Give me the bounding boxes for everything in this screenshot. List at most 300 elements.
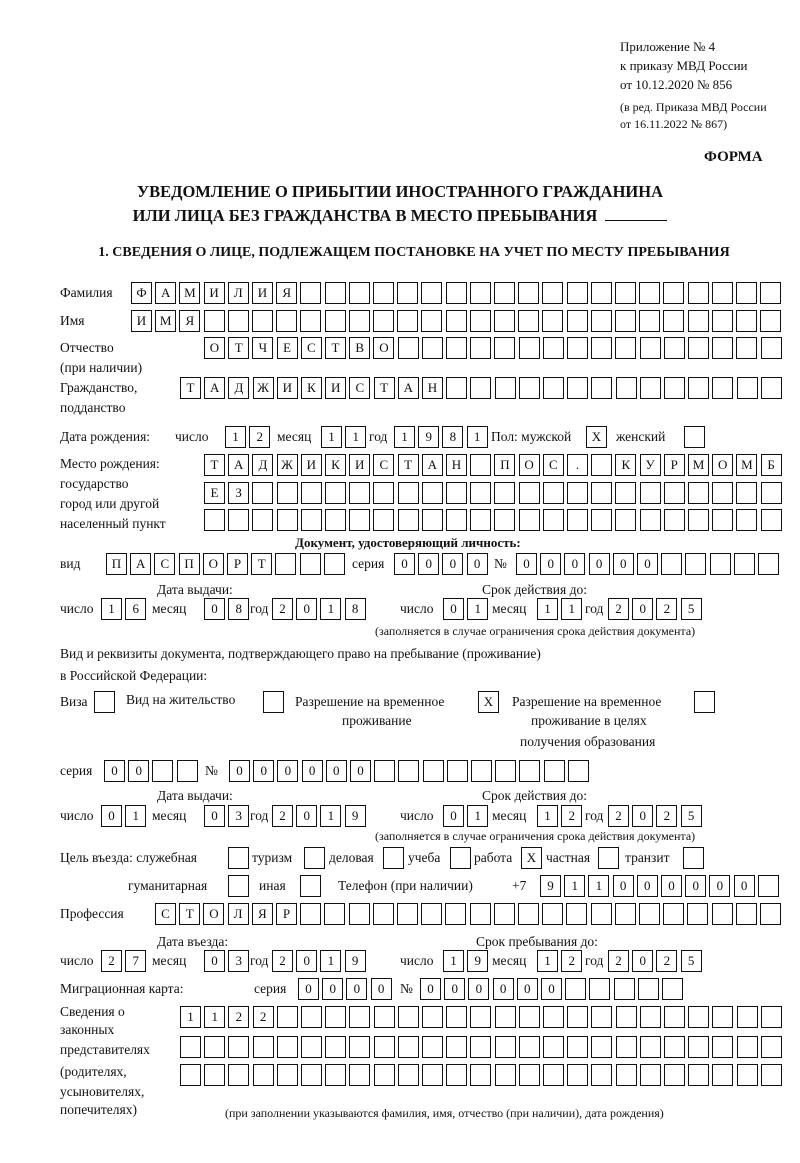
char-cell[interactable] <box>664 509 685 531</box>
char-cell[interactable] <box>494 482 515 504</box>
char-cell[interactable] <box>325 509 346 531</box>
char-cell[interactable] <box>519 509 540 531</box>
char-cell[interactable] <box>566 903 587 925</box>
char-cell[interactable] <box>542 903 563 925</box>
char-cell[interactable] <box>277 509 298 531</box>
char-cell[interactable] <box>543 1006 564 1028</box>
char-cell[interactable]: 1 <box>225 426 246 448</box>
char-cell[interactable] <box>277 1006 298 1028</box>
char-cell[interactable] <box>640 1064 661 1086</box>
char-cell[interactable] <box>446 337 467 359</box>
char-cell[interactable] <box>712 1036 733 1058</box>
char-cell[interactable]: 1 <box>125 805 146 827</box>
char-cell[interactable] <box>761 337 782 359</box>
char-cell[interactable] <box>712 310 733 332</box>
char-cell[interactable] <box>543 482 564 504</box>
char-cell[interactable] <box>325 1006 346 1028</box>
char-cell[interactable]: К <box>615 454 636 476</box>
char-cell[interactable] <box>664 482 685 504</box>
char-cell[interactable] <box>519 377 540 399</box>
char-cell[interactable] <box>567 482 588 504</box>
char-cell[interactable] <box>204 1064 225 1086</box>
char-cell[interactable]: 1 <box>320 598 341 620</box>
char-cell[interactable]: П <box>494 454 515 476</box>
char-cell[interactable]: С <box>154 553 175 575</box>
char-cell[interactable]: 1 <box>467 805 488 827</box>
char-cell[interactable] <box>737 377 758 399</box>
char-cell[interactable] <box>421 903 442 925</box>
char-cell[interactable]: 0 <box>613 875 634 897</box>
char-cell[interactable]: Н <box>422 377 443 399</box>
char-cell[interactable] <box>204 1036 225 1058</box>
char-cell[interactable] <box>301 509 322 531</box>
char-cell[interactable]: И <box>277 377 298 399</box>
char-cell[interactable]: 2 <box>656 950 677 972</box>
char-cell[interactable]: З <box>228 482 249 504</box>
char-cell[interactable] <box>349 509 370 531</box>
char-cell[interactable]: Т <box>251 553 272 575</box>
char-cell[interactable]: В <box>349 337 370 359</box>
char-cell[interactable] <box>694 691 715 713</box>
char-cell[interactable] <box>398 760 419 782</box>
char-cell[interactable] <box>470 509 491 531</box>
char-cell[interactable] <box>591 509 612 531</box>
char-cell[interactable]: 0 <box>540 553 561 575</box>
char-cell[interactable] <box>688 1006 709 1028</box>
char-cell[interactable]: О <box>519 454 540 476</box>
char-cell[interactable]: 0 <box>371 978 392 1000</box>
char-cell[interactable] <box>567 1064 588 1086</box>
char-cell[interactable]: А <box>228 454 249 476</box>
char-cell[interactable] <box>591 377 612 399</box>
char-cell[interactable]: 0 <box>394 553 415 575</box>
char-cell[interactable]: О <box>203 553 224 575</box>
char-cell[interactable]: . <box>567 454 588 476</box>
char-cell[interactable]: Т <box>179 903 200 925</box>
char-cell[interactable]: 0 <box>517 978 538 1000</box>
char-cell[interactable]: 0 <box>350 760 371 782</box>
char-cell[interactable] <box>519 1036 540 1058</box>
char-cell[interactable] <box>398 1036 419 1058</box>
char-cell[interactable] <box>446 282 467 304</box>
char-cell[interactable] <box>736 509 757 531</box>
char-cell[interactable] <box>712 482 733 504</box>
char-cell[interactable] <box>688 310 709 332</box>
char-cell[interactable]: 1 <box>101 598 122 620</box>
char-cell[interactable] <box>276 310 297 332</box>
char-cell[interactable] <box>663 310 684 332</box>
char-cell[interactable]: А <box>422 454 443 476</box>
char-cell[interactable]: 2 <box>272 950 293 972</box>
char-cell[interactable] <box>228 310 249 332</box>
char-cell[interactable]: 2 <box>561 805 582 827</box>
char-cell[interactable] <box>374 1064 395 1086</box>
char-cell[interactable] <box>683 847 704 869</box>
char-cell[interactable] <box>688 1036 709 1058</box>
char-cell[interactable] <box>761 1006 782 1028</box>
char-cell[interactable] <box>664 1064 685 1086</box>
char-cell[interactable]: Ж <box>277 454 298 476</box>
char-cell[interactable] <box>252 482 273 504</box>
char-cell[interactable] <box>688 282 709 304</box>
char-cell[interactable] <box>447 760 468 782</box>
char-cell[interactable] <box>349 310 370 332</box>
char-cell[interactable] <box>543 1036 564 1058</box>
char-cell[interactable]: И <box>131 310 152 332</box>
char-cell[interactable] <box>421 282 442 304</box>
char-cell[interactable]: И <box>325 377 346 399</box>
char-cell[interactable]: И <box>301 454 322 476</box>
char-cell[interactable]: 0 <box>468 978 489 1000</box>
char-cell[interactable] <box>228 847 249 869</box>
char-cell[interactable] <box>494 310 515 332</box>
char-cell[interactable] <box>664 377 685 399</box>
char-cell[interactable] <box>591 1036 612 1058</box>
char-cell[interactable] <box>615 282 636 304</box>
char-cell[interactable] <box>684 426 705 448</box>
char-cell[interactable]: И <box>349 454 370 476</box>
char-cell[interactable] <box>374 760 395 782</box>
char-cell[interactable]: X <box>586 426 607 448</box>
char-cell[interactable]: 1 <box>321 426 342 448</box>
char-cell[interactable]: П <box>106 553 127 575</box>
char-cell[interactable]: Т <box>228 337 249 359</box>
char-cell[interactable]: 0 <box>516 553 537 575</box>
char-cell[interactable] <box>495 760 516 782</box>
char-cell[interactable] <box>591 337 612 359</box>
char-cell[interactable]: 2 <box>272 598 293 620</box>
char-cell[interactable] <box>422 1006 443 1028</box>
char-cell[interactable] <box>300 875 321 897</box>
char-cell[interactable]: А <box>398 377 419 399</box>
char-cell[interactable]: Б <box>761 454 782 476</box>
char-cell[interactable]: 0 <box>277 760 298 782</box>
char-cell[interactable] <box>398 482 419 504</box>
char-cell[interactable]: 0 <box>637 875 658 897</box>
char-cell[interactable] <box>543 509 564 531</box>
char-cell[interactable] <box>662 978 683 1000</box>
char-cell[interactable]: М <box>155 310 176 332</box>
char-cell[interactable]: 0 <box>661 875 682 897</box>
char-cell[interactable]: 2 <box>608 805 629 827</box>
char-cell[interactable] <box>664 1006 685 1028</box>
char-cell[interactable]: Ф <box>131 282 152 304</box>
char-cell[interactable]: 5 <box>681 805 702 827</box>
char-cell[interactable] <box>542 282 563 304</box>
char-cell[interactable] <box>383 847 404 869</box>
char-cell[interactable] <box>567 310 588 332</box>
char-cell[interactable] <box>374 1036 395 1058</box>
char-cell[interactable] <box>349 1064 370 1086</box>
char-cell[interactable]: 2 <box>272 805 293 827</box>
char-cell[interactable] <box>760 282 781 304</box>
char-cell[interactable]: 9 <box>467 950 488 972</box>
char-cell[interactable]: 2 <box>253 1006 274 1028</box>
char-cell[interactable] <box>373 282 394 304</box>
char-cell[interactable] <box>494 337 515 359</box>
char-cell[interactable]: 9 <box>540 875 561 897</box>
char-cell[interactable] <box>471 760 492 782</box>
char-cell[interactable]: С <box>349 377 370 399</box>
char-cell[interactable] <box>616 377 637 399</box>
char-cell[interactable] <box>324 903 345 925</box>
char-cell[interactable] <box>494 282 515 304</box>
char-cell[interactable]: 2 <box>608 598 629 620</box>
char-cell[interactable] <box>761 509 782 531</box>
char-cell[interactable] <box>640 1006 661 1028</box>
char-cell[interactable] <box>736 903 757 925</box>
char-cell[interactable] <box>470 482 491 504</box>
char-cell[interactable]: 9 <box>418 426 439 448</box>
char-cell[interactable]: 9 <box>345 950 366 972</box>
char-cell[interactable]: 0 <box>326 760 347 782</box>
char-cell[interactable]: 2 <box>249 426 270 448</box>
char-cell[interactable]: 0 <box>104 760 125 782</box>
char-cell[interactable]: 2 <box>656 805 677 827</box>
char-cell[interactable] <box>712 377 733 399</box>
char-cell[interactable] <box>252 310 273 332</box>
char-cell[interactable]: 2 <box>561 950 582 972</box>
char-cell[interactable] <box>567 1036 588 1058</box>
char-cell[interactable]: 0 <box>418 553 439 575</box>
char-cell[interactable]: Е <box>204 482 225 504</box>
char-cell[interactable] <box>495 1036 516 1058</box>
char-cell[interactable]: 2 <box>656 598 677 620</box>
char-cell[interactable]: С <box>373 454 394 476</box>
char-cell[interactable] <box>253 1036 274 1058</box>
char-cell[interactable] <box>494 903 515 925</box>
char-cell[interactable] <box>263 691 284 713</box>
char-cell[interactable]: М <box>179 282 200 304</box>
char-cell[interactable]: Я <box>276 282 297 304</box>
char-cell[interactable] <box>567 337 588 359</box>
char-cell[interactable] <box>688 377 709 399</box>
char-cell[interactable] <box>591 1064 612 1086</box>
char-cell[interactable] <box>446 310 467 332</box>
char-cell[interactable] <box>591 482 612 504</box>
char-cell[interactable]: 1 <box>537 598 558 620</box>
char-cell[interactable] <box>519 337 540 359</box>
char-cell[interactable] <box>736 310 757 332</box>
char-cell[interactable] <box>446 1064 467 1086</box>
char-cell[interactable] <box>373 310 394 332</box>
char-cell[interactable] <box>544 760 565 782</box>
char-cell[interactable]: С <box>155 903 176 925</box>
char-cell[interactable] <box>446 1006 467 1028</box>
char-cell[interactable]: 1 <box>561 598 582 620</box>
char-cell[interactable]: 1 <box>564 875 585 897</box>
char-cell[interactable] <box>446 482 467 504</box>
char-cell[interactable] <box>543 1064 564 1086</box>
char-cell[interactable]: 0 <box>229 760 250 782</box>
char-cell[interactable] <box>591 1006 612 1028</box>
char-cell[interactable]: 0 <box>613 553 634 575</box>
char-cell[interactable] <box>712 903 733 925</box>
char-cell[interactable] <box>737 1064 758 1086</box>
char-cell[interactable] <box>518 310 539 332</box>
char-cell[interactable]: О <box>373 337 394 359</box>
char-cell[interactable]: X <box>521 847 542 869</box>
char-cell[interactable] <box>736 482 757 504</box>
char-cell[interactable] <box>615 310 636 332</box>
char-cell[interactable] <box>325 1036 346 1058</box>
char-cell[interactable] <box>177 760 198 782</box>
char-cell[interactable] <box>253 1064 274 1086</box>
char-cell[interactable] <box>275 553 296 575</box>
char-cell[interactable] <box>398 1006 419 1028</box>
char-cell[interactable] <box>374 1006 395 1028</box>
char-cell[interactable]: У <box>640 454 661 476</box>
char-cell[interactable]: 0 <box>253 760 274 782</box>
char-cell[interactable] <box>373 903 394 925</box>
char-cell[interactable] <box>761 1036 782 1058</box>
char-cell[interactable] <box>470 903 491 925</box>
char-cell[interactable] <box>639 310 660 332</box>
char-cell[interactable]: 1 <box>537 805 558 827</box>
char-cell[interactable]: 8 <box>442 426 463 448</box>
char-cell[interactable] <box>760 903 781 925</box>
char-cell[interactable] <box>737 1006 758 1028</box>
char-cell[interactable]: Л <box>228 903 249 925</box>
char-cell[interactable] <box>688 482 709 504</box>
char-cell[interactable] <box>591 282 612 304</box>
char-cell[interactable]: 0 <box>322 978 343 1000</box>
char-cell[interactable] <box>325 310 346 332</box>
char-cell[interactable] <box>712 509 733 531</box>
char-cell[interactable] <box>568 760 589 782</box>
char-cell[interactable] <box>734 553 755 575</box>
char-cell[interactable] <box>543 337 564 359</box>
char-cell[interactable] <box>760 310 781 332</box>
char-cell[interactable] <box>615 509 636 531</box>
char-cell[interactable] <box>304 847 325 869</box>
char-cell[interactable] <box>349 282 370 304</box>
char-cell[interactable] <box>591 903 612 925</box>
char-cell[interactable]: Я <box>252 903 273 925</box>
char-cell[interactable] <box>398 337 419 359</box>
char-cell[interactable] <box>446 1036 467 1058</box>
char-cell[interactable] <box>614 978 635 1000</box>
char-cell[interactable] <box>542 310 563 332</box>
char-cell[interactable]: А <box>130 553 151 575</box>
char-cell[interactable]: 0 <box>420 978 441 1000</box>
char-cell[interactable]: М <box>688 454 709 476</box>
char-cell[interactable] <box>324 553 345 575</box>
char-cell[interactable] <box>688 1064 709 1086</box>
char-cell[interactable] <box>470 454 491 476</box>
char-cell[interactable]: Р <box>664 454 685 476</box>
char-cell[interactable] <box>495 1006 516 1028</box>
char-cell[interactable]: М <box>736 454 757 476</box>
char-cell[interactable]: Я <box>179 310 200 332</box>
char-cell[interactable] <box>421 310 442 332</box>
char-cell[interactable] <box>422 1064 443 1086</box>
char-cell[interactable] <box>567 509 588 531</box>
char-cell[interactable] <box>300 903 321 925</box>
char-cell[interactable] <box>615 482 636 504</box>
char-cell[interactable]: 8 <box>228 598 249 620</box>
char-cell[interactable] <box>325 282 346 304</box>
char-cell[interactable]: 1 <box>537 950 558 972</box>
char-cell[interactable]: 1 <box>394 426 415 448</box>
char-cell[interactable] <box>591 454 612 476</box>
char-cell[interactable] <box>685 553 706 575</box>
char-cell[interactable] <box>663 282 684 304</box>
char-cell[interactable]: Ж <box>253 377 274 399</box>
char-cell[interactable] <box>565 978 586 1000</box>
char-cell[interactable] <box>422 482 443 504</box>
char-cell[interactable] <box>470 1006 491 1028</box>
char-cell[interactable] <box>398 1064 419 1086</box>
char-cell[interactable] <box>373 509 394 531</box>
char-cell[interactable]: К <box>301 377 322 399</box>
char-cell[interactable] <box>640 509 661 531</box>
char-cell[interactable] <box>758 553 779 575</box>
char-cell[interactable]: 7 <box>125 950 146 972</box>
char-cell[interactable] <box>664 337 685 359</box>
char-cell[interactable]: 8 <box>345 598 366 620</box>
char-cell[interactable] <box>252 509 273 531</box>
char-cell[interactable]: 0 <box>632 950 653 972</box>
char-cell[interactable]: Д <box>252 454 273 476</box>
char-cell[interactable] <box>761 482 782 504</box>
char-cell[interactable]: 0 <box>709 875 730 897</box>
char-cell[interactable] <box>325 482 346 504</box>
char-cell[interactable] <box>736 337 757 359</box>
char-cell[interactable]: И <box>204 282 225 304</box>
char-cell[interactable]: 2 <box>228 1006 249 1028</box>
char-cell[interactable]: 0 <box>302 760 323 782</box>
char-cell[interactable] <box>301 1064 322 1086</box>
char-cell[interactable]: 0 <box>204 950 225 972</box>
char-cell[interactable]: 0 <box>442 553 463 575</box>
char-cell[interactable] <box>640 1036 661 1058</box>
char-cell[interactable] <box>519 1006 540 1028</box>
char-cell[interactable] <box>422 337 443 359</box>
char-cell[interactable]: Л <box>228 282 249 304</box>
char-cell[interactable] <box>639 903 660 925</box>
char-cell[interactable] <box>470 337 491 359</box>
char-cell[interactable]: 1 <box>204 1006 225 1028</box>
char-cell[interactable] <box>470 1064 491 1086</box>
char-cell[interactable]: 1 <box>467 426 488 448</box>
char-cell[interactable]: 0 <box>589 553 610 575</box>
char-cell[interactable]: 0 <box>467 553 488 575</box>
char-cell[interactable]: С <box>543 454 564 476</box>
char-cell[interactable] <box>591 310 612 332</box>
char-cell[interactable] <box>398 509 419 531</box>
char-cell[interactable] <box>470 1036 491 1058</box>
char-cell[interactable] <box>349 1006 370 1028</box>
char-cell[interactable]: О <box>712 454 733 476</box>
char-cell[interactable] <box>94 691 115 713</box>
char-cell[interactable] <box>661 553 682 575</box>
char-cell[interactable]: 0 <box>204 805 225 827</box>
char-cell[interactable] <box>373 482 394 504</box>
char-cell[interactable]: 5 <box>681 950 702 972</box>
char-cell[interactable]: 0 <box>443 598 464 620</box>
char-cell[interactable] <box>180 1036 201 1058</box>
char-cell[interactable]: Т <box>374 377 395 399</box>
char-cell[interactable] <box>423 760 444 782</box>
char-cell[interactable]: Ч <box>252 337 273 359</box>
char-cell[interactable]: 1 <box>345 426 366 448</box>
char-cell[interactable] <box>470 282 491 304</box>
char-cell[interactable] <box>616 1036 637 1058</box>
char-cell[interactable] <box>325 1064 346 1086</box>
char-cell[interactable] <box>712 337 733 359</box>
char-cell[interactable] <box>519 760 540 782</box>
